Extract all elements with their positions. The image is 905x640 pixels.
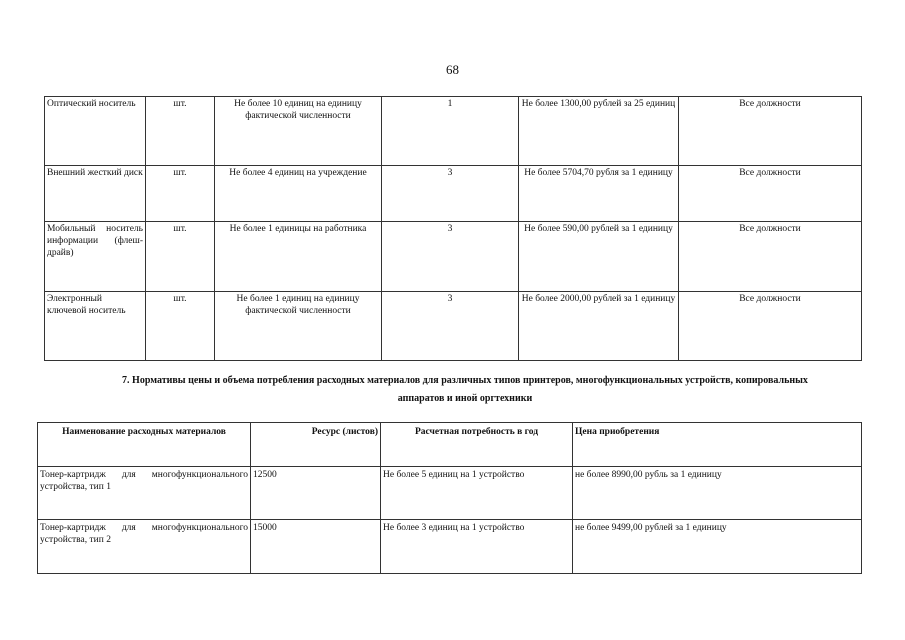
item-name: Мобильный носитель информации (флеш-драйв): [45, 222, 146, 292]
item-unit: шт.: [146, 222, 215, 292]
column-header-name: Наименование расходных материалов: [38, 423, 251, 467]
consumable-need: Не более 3 единиц на 1 устройство: [381, 520, 573, 574]
consumable-price: не более 9499,00 рублей за 1 единицу: [573, 520, 862, 574]
consumable-resource: 15000: [251, 520, 381, 574]
column-header-price: Цена приобретения: [573, 423, 862, 467]
item-count: 3: [382, 222, 519, 292]
item-count: 1: [382, 97, 519, 166]
table-row: [38, 467, 862, 520]
item-quantity-norm: Не более 4 единиц на учреждение: [215, 166, 382, 222]
item-positions: Все должности: [679, 292, 862, 361]
consumables-table: [37, 422, 862, 574]
item-quantity-norm: Не более 10 единиц на единицу фактической численности: [215, 97, 382, 166]
item-name: Оптический носитель: [45, 97, 146, 166]
item-quantity-norm: Не более 1 единиц на единицу фактической численности: [215, 292, 382, 361]
item-quantity-norm: Не более 1 единицы на работника: [215, 222, 382, 292]
column-header-need: Расчетная потребность в год: [381, 423, 573, 467]
table-header-row: [38, 423, 862, 467]
consumable-price: не более 8990,00 рубль за 1 единицу: [573, 467, 862, 520]
item-price: Не более 5704,70 рубля за 1 единицу: [519, 166, 679, 222]
item-price: Не более 1300,00 рублей за 25 единиц: [519, 97, 679, 166]
equipment-table: [44, 96, 862, 361]
table-row: [45, 222, 862, 292]
consumable-resource: 12500: [251, 467, 381, 520]
table-row: [38, 520, 862, 574]
item-positions: Все должности: [679, 222, 862, 292]
item-name: Электронный ключевой носитель: [45, 292, 146, 361]
section-title-continued: аппаратов и иной оргтехники: [397, 393, 533, 404]
table-row: [45, 97, 862, 166]
section-title: 7. Нормативы цены и объема потребления расходных материалов для различных типов принтеров, многофункциональных устройств, копировальных: [122, 375, 808, 386]
item-count: 3: [382, 292, 519, 361]
item-unit: шт.: [146, 292, 215, 361]
item-name: Внешний жесткий диск: [45, 166, 146, 222]
item-positions: Все должности: [679, 97, 862, 166]
consumable-name: Тонер-картридж для многофункционального устройства, тип 2: [38, 520, 251, 574]
consumable-need: Не более 5 единиц на 1 устройство: [381, 467, 573, 520]
consumable-name: Тонер-картридж для многофункционального устройства, тип 1: [38, 467, 251, 520]
table-row: [45, 166, 862, 222]
item-count: 3: [382, 166, 519, 222]
item-price: Не более 2000,00 рублей за 1 единицу: [519, 292, 679, 361]
page-number: 68: [446, 62, 459, 77]
item-price: Не более 590,00 рублей за 1 единицу: [519, 222, 679, 292]
item-unit: шт.: [146, 97, 215, 166]
table-row: [45, 292, 862, 361]
item-unit: шт.: [146, 166, 215, 222]
column-header-resource: Ресурс (листов): [251, 423, 381, 467]
item-positions: Все должности: [679, 166, 862, 222]
